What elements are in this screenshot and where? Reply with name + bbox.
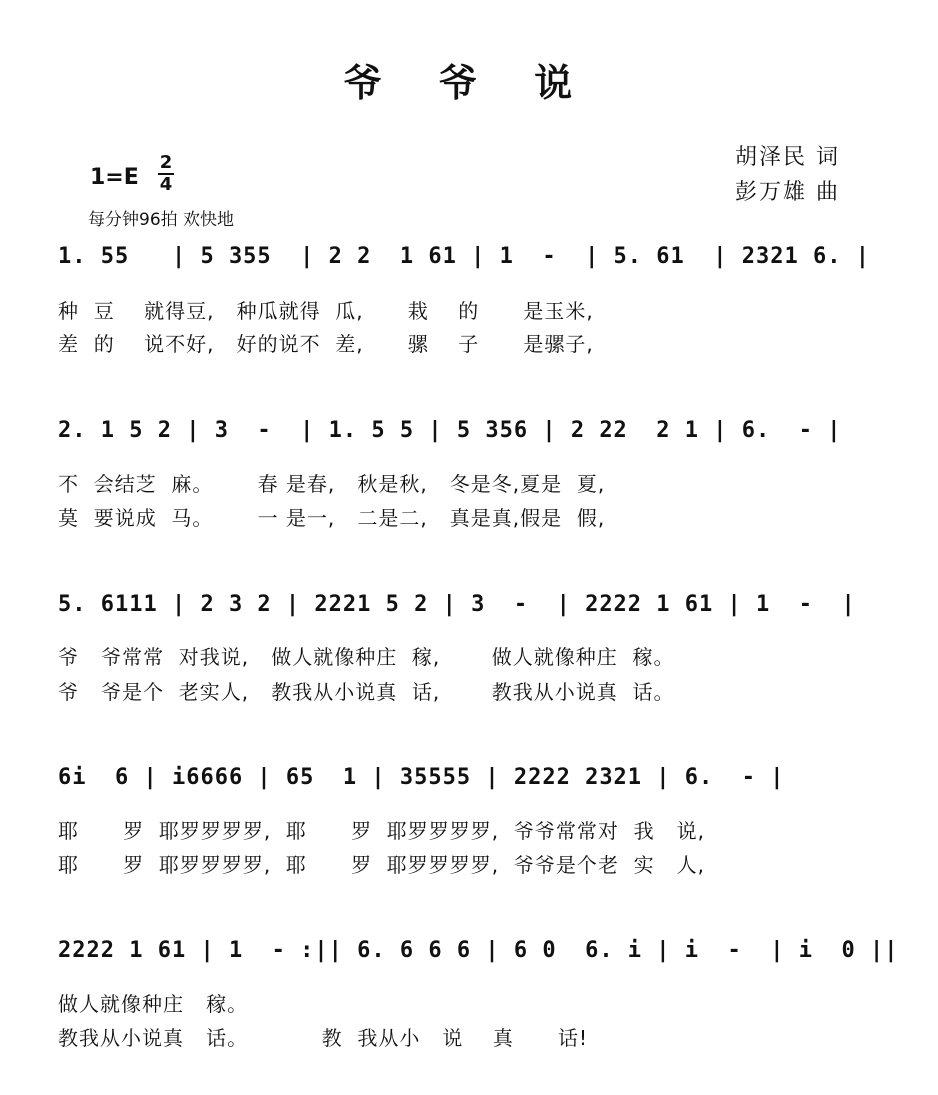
score-row-3 (58, 592, 888, 646)
notation-line: 2222 1 61 | 1 - :|| 6. 6 6 6 | 6 0 6. i | i - | i 0 || (58, 938, 899, 963)
score-row-4 (58, 765, 888, 819)
notation-line: 1. 55 | 5 355 | 2 2 1 61 | 1 - | 5. 61 | 2321 6. | (58, 244, 870, 269)
lyric-verse-1: 耶 罗 耶罗罗罗罗, 耶 罗 耶罗罗罗罗, 爷爷常常对 我 说, (58, 819, 706, 843)
lyric-verse-2: 耶 罗 耶罗罗罗罗, 耶 罗 耶罗罗罗罗, 爷爷是个老 实 人, (58, 853, 706, 877)
lyric-verse-2: 差 的 说不好, 好的说不 差, 骡 子 是骡子, (58, 332, 594, 356)
score-row-1 (58, 244, 888, 298)
meter-top: 2 (159, 152, 173, 173)
time-signature (157, 153, 175, 195)
notation-line: 2. 1 5 2 | 3 - | 1. 5 5 | 5 356 | 2 22 2 1 | 6. - | (58, 418, 842, 443)
notation-line: 6i 6 | i6666 | 65 1 | 35555 | 2222 2321 | 6. - | (58, 765, 785, 790)
lyric-verse-2: 爷 爷是个 老实人, 教我从小说真 话, 教我从小说真 话。 (58, 680, 675, 704)
lyric-verse-1: 做人就像种庄 稼。 (58, 992, 249, 1016)
song-title: 爷 爷 说 (343, 60, 595, 105)
composer-credit: 彭万雄 曲 (735, 180, 840, 205)
lyric-verse-1: 不 会结芝 麻。 春 是春, 秋是秋, 冬是冬,夏是 夏, (58, 472, 606, 496)
lyric-verse-1: 种 豆 就得豆, 种瓜就得 瓜, 栽 的 是玉米, (58, 299, 594, 323)
score-row-5 (58, 938, 899, 992)
lyricist-credit: 胡泽民 词 (735, 145, 840, 170)
key-signature: 1=E (90, 165, 139, 190)
lyric-verse-2: 教我从小说真 话。 教 我从小 说 真 话! (58, 1026, 589, 1050)
meter-bottom: 4 (159, 174, 173, 195)
lyric-verse-1: 爷 爷常常 对我说, 做人就像种庄 稼, 做人就像种庄 稼。 (58, 645, 675, 669)
notation-line: 5. 6111 | 2 3 2 | 2221 5 2 | 3 - | 2222 1 61 | 1 - | (58, 592, 856, 617)
tempo-marking: 每分钟96拍 欢快地 (88, 210, 235, 230)
score-row-2 (58, 418, 888, 472)
lyric-verse-2: 莫 要说成 马。 一 是一, 二是二, 真是真,假是 假, (58, 506, 606, 530)
